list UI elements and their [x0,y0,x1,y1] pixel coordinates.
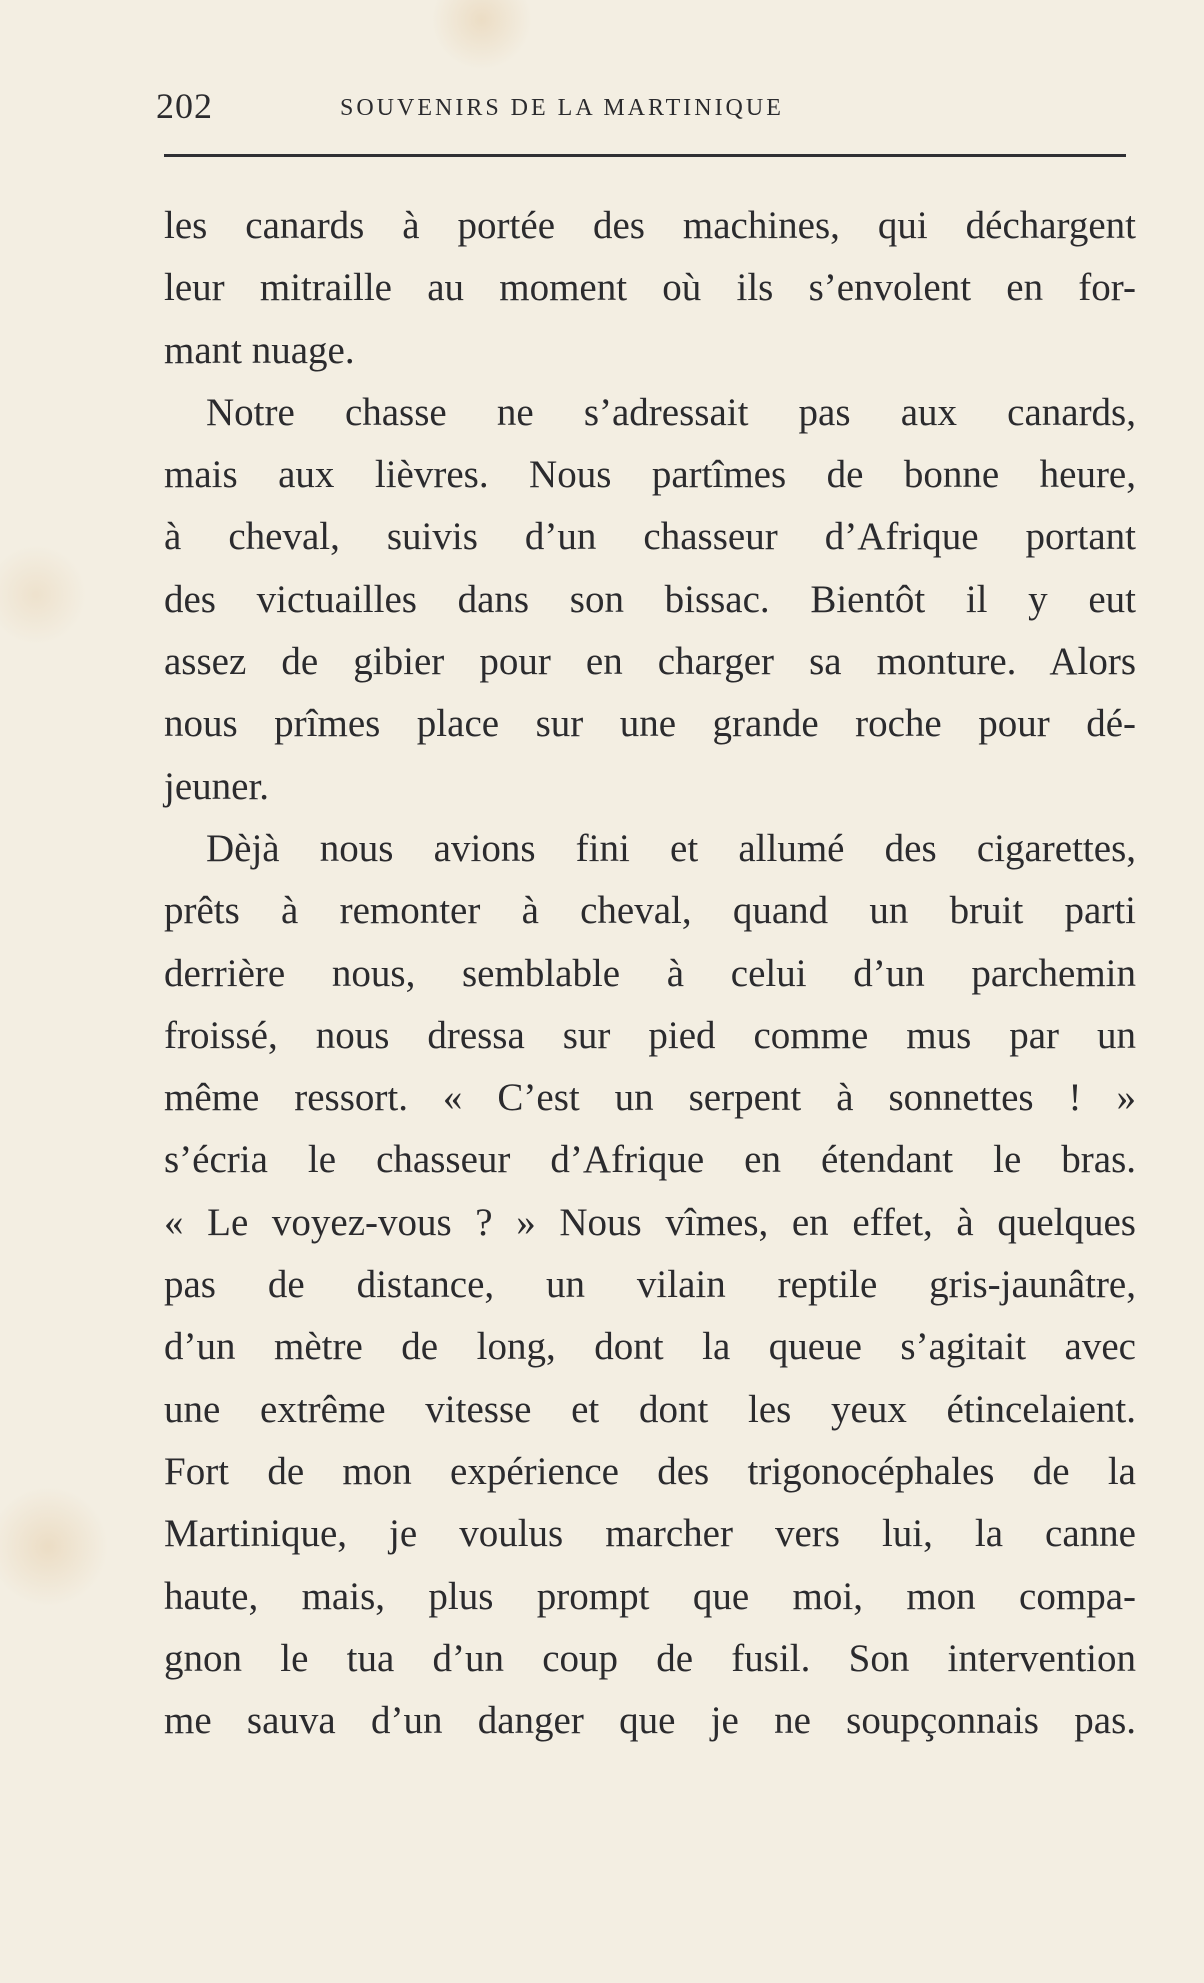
text-line: Fort de mon expérience des trigonocéphales de la [164,1449,1136,1493]
body-text [164,195,1136,1752]
text-line: me sauva d’un danger que je ne soupçonnais pas. [164,1699,1136,1743]
text-line: Martinique, je voulus marcher vers lui, la canne [164,1512,1136,1556]
text-line: d’un mètre de long, dont la queue s’agitait avec [164,1325,1136,1369]
text-line: derrière nous, semblable à celui d’un parchemin [164,951,1136,995]
text-line: jeuner. [164,764,270,808]
text-line: mant nuage. [164,328,355,372]
text-line: « Le voyez-vous ? » Nous vîmes, en effet, à quelques [164,1200,1136,1244]
text-line: pas de distance, un vilain reptile gris-jaunâtre, [164,1263,1136,1307]
header-rule [164,154,1126,157]
text-line: prêts à remonter à cheval, quand un bruit parti [164,889,1136,933]
text-line: même ressort. « C’est un serpent à sonnettes ! » [164,1076,1136,1120]
text-line: leur mitraille au moment où ils s’envolent en for- [164,266,1136,310]
text-line: Notre chasse ne s’adressait pas aux canards, [206,390,1136,434]
running-title: SOUVENIRS DE LA MARTINIQUE [340,95,784,121]
page-number: 202 [156,86,213,126]
text-line: une extrême vitesse et dont les yeux étincelaient. [164,1387,1136,1431]
text-line: des victuailles dans son bissac. Bientôt il y eut [164,577,1136,621]
text-line: assez de gibier pour en charger sa monture. Alors [164,640,1136,684]
text-line: s’écria le chasseur d’Afrique en étendant le bras. [164,1138,1136,1182]
text-line: mais aux lièvres. Nous partîmes de bonne heure, [164,453,1136,497]
text-line: froissé, nous dressa sur pied comme mus par un [164,1013,1136,1057]
text-line: les canards à portée des machines, qui déchargent [164,204,1136,247]
text-line: à cheval, suivis d’un chasseur d’Afrique portant [164,515,1136,559]
text-line: Dèjà nous avions fini et allumé des cigarettes, [206,826,1136,870]
page-header [156,84,1128,128]
text-line: haute, mais, plus prompt que moi, mon compa- [164,1574,1136,1618]
text-line: nous prîmes place sur une grande roche pour dé- [164,702,1136,746]
text-line: gnon le tua d’un coup de fusil. Son intervention [164,1636,1136,1680]
